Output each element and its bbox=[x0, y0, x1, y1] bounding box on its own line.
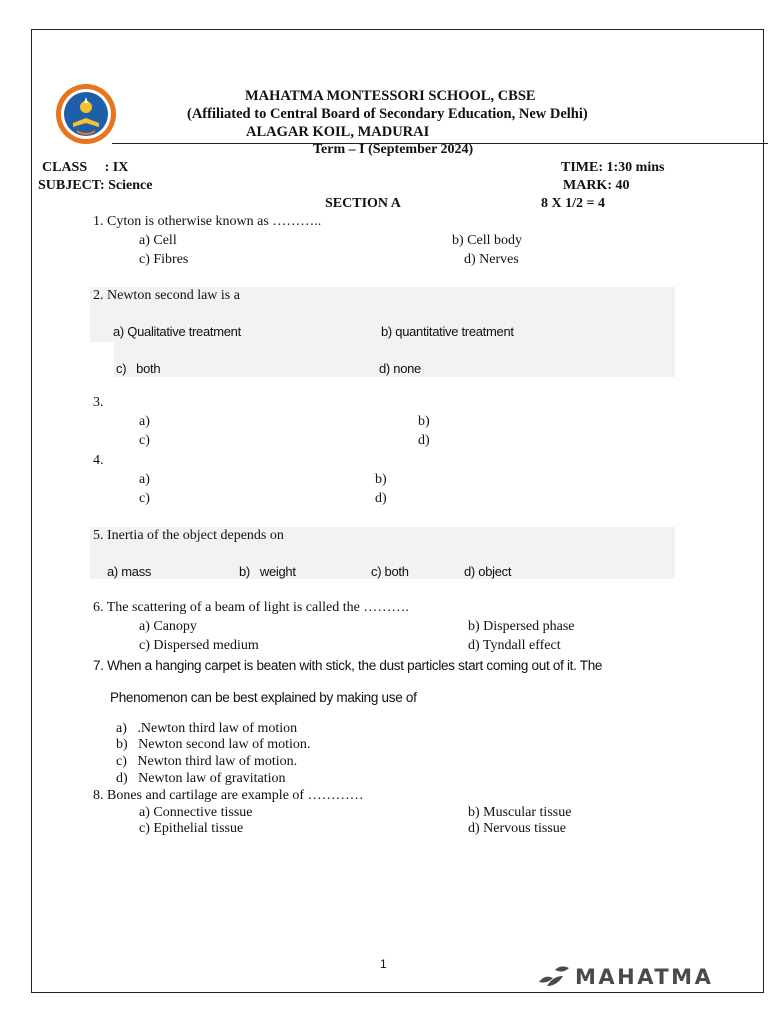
subject-label: SUBJECT: Science bbox=[38, 178, 153, 193]
leaf-icon bbox=[537, 964, 571, 990]
q7-option-d: d) Newton law of gravitation bbox=[116, 771, 286, 786]
q7-option-a: a) .Newton third law of motion bbox=[116, 721, 298, 736]
section-marks: 8 X 1/2 = 4 bbox=[541, 196, 605, 211]
q3-option-d: d) bbox=[418, 433, 430, 448]
question-4-stem: 4. bbox=[93, 453, 104, 468]
q5-option-a: a) mass bbox=[107, 564, 152, 579]
location: ALAGAR KOIL, MADURAI bbox=[246, 124, 430, 140]
question-3-stem: 3. bbox=[93, 395, 104, 410]
question-7-stem: 7. When a hanging carpet is beaten with stick, the dust particles start coming out of it. The bbox=[93, 658, 603, 673]
time-label: TIME: 1:30 mins bbox=[561, 160, 665, 175]
q4-option-c: c) bbox=[139, 491, 150, 506]
q7-option-c: c) Newton third law of motion. bbox=[116, 754, 298, 769]
q2-option-b: b) quantitative treatment bbox=[381, 324, 514, 339]
school-emblem-seal bbox=[55, 83, 117, 145]
q1-option-d: d) Nerves bbox=[464, 252, 519, 267]
q2-option-a: a) Qualitative treatment bbox=[113, 324, 241, 339]
q6-option-d: d) Tyndall effect bbox=[468, 638, 561, 653]
affiliation: (Affiliated to Central Board of Secondary Education, New Delhi) bbox=[187, 106, 588, 122]
q1-option-c: c) Fibres bbox=[139, 252, 189, 267]
question-2-stem: 2. Newton second law is a bbox=[93, 288, 240, 303]
question-7-stem-line2: Phenomenon can be best explained by making use of bbox=[110, 690, 417, 705]
q8-option-d: d) Nervous tissue bbox=[468, 821, 566, 836]
q1-option-b: b) Cell body bbox=[452, 233, 522, 248]
q6-option-b: b) Dispersed phase bbox=[468, 619, 575, 634]
q8-option-b: b) Muscular tissue bbox=[468, 805, 572, 820]
mark-label: MARK: 40 bbox=[563, 178, 630, 193]
class-label: CLASS : IX bbox=[42, 160, 129, 175]
q7-option-b: b) Newton second law of motion. bbox=[116, 737, 311, 752]
page-number: 1 bbox=[380, 957, 387, 971]
q6-option-a: a) Canopy bbox=[139, 619, 197, 634]
q8-option-c: c) Epithelial tissue bbox=[139, 821, 244, 836]
brand-name: MAHATMA bbox=[575, 965, 714, 989]
q6-option-c: c) Dispersed medium bbox=[139, 638, 259, 653]
q3-option-c: c) bbox=[139, 433, 150, 448]
q1-option-a: a) Cell bbox=[139, 233, 177, 248]
question-5-stem: 5. Inertia of the object depends on bbox=[93, 528, 284, 543]
school-name: MAHATMA MONTESSORI SCHOOL, CBSE bbox=[245, 88, 536, 104]
q4-option-b: b) bbox=[375, 472, 387, 487]
section-title: SECTION A bbox=[325, 196, 401, 211]
q4-option-a: a) bbox=[139, 472, 150, 487]
q5-option-c: c) both bbox=[371, 564, 409, 579]
question-1-stem: 1. Cyton is otherwise known as ……….. bbox=[93, 214, 322, 229]
brand-logo bbox=[537, 964, 713, 990]
q5-option-b: b) weight bbox=[239, 564, 296, 579]
q4-option-d: d) bbox=[375, 491, 387, 506]
question-8-stem: 8. Bones and cartilage are example of ………… bbox=[93, 788, 364, 803]
q2-option-c: c) both bbox=[116, 361, 161, 376]
term: Term – I (September 2024) bbox=[313, 142, 474, 157]
question-6-stem: 6. The scattering of a beam of light is called the ………. bbox=[93, 600, 409, 615]
q3-option-b: b) bbox=[418, 414, 430, 429]
q8-option-a: a) Connective tissue bbox=[139, 805, 253, 820]
q3-option-a: a) bbox=[139, 414, 150, 429]
q2-option-d: d) none bbox=[379, 361, 421, 376]
q5-option-d: d) object bbox=[464, 564, 512, 579]
